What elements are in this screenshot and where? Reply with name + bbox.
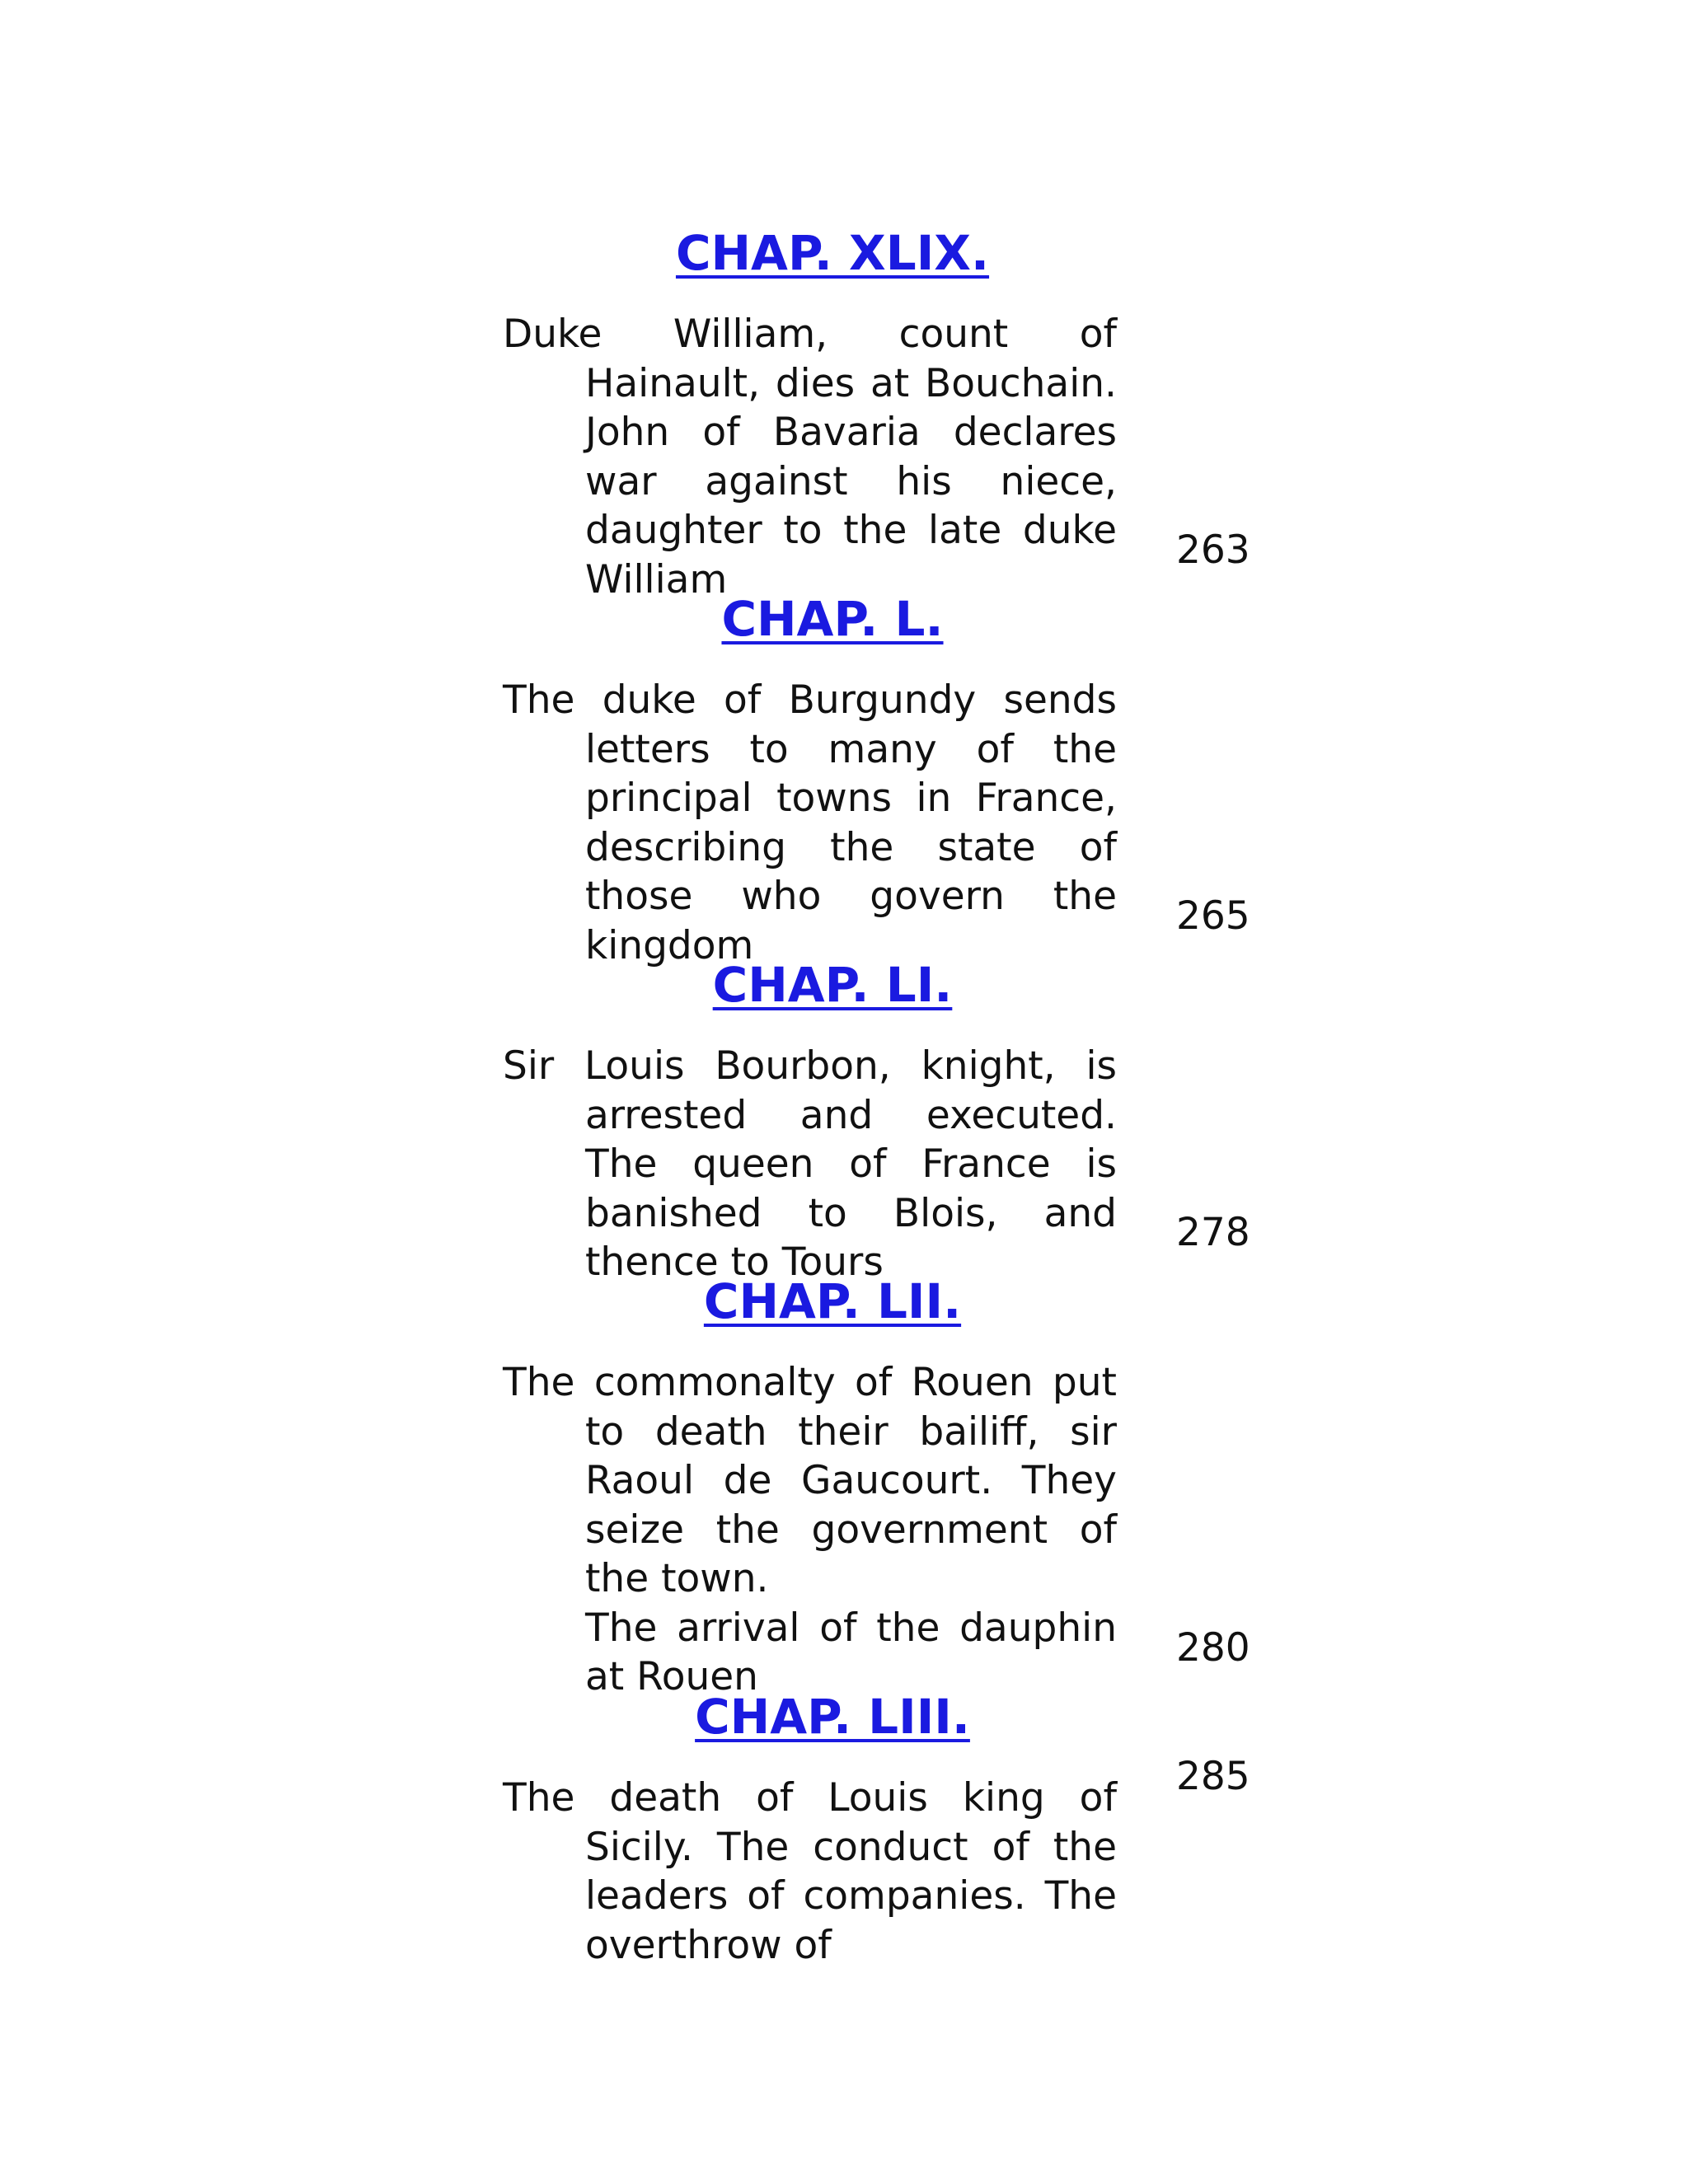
chapter-link-liii[interactable]: CHAP. LIII. (695, 1689, 970, 1745)
page-number-lii: 280 (1176, 1625, 1250, 1671)
chapter-link-li[interactable]: CHAP. LI. (712, 957, 953, 1013)
chapter-link-xlix[interactable]: CHAP. XLIX. (675, 225, 990, 281)
chapter-heading-liii (503, 1688, 1162, 1746)
chapter-heading-l (503, 590, 1162, 648)
page-number-liii: 285 (1176, 1754, 1250, 1799)
chapter-summary-lii (503, 1358, 1117, 1702)
chapter-heading-li (503, 956, 1162, 1014)
page-number-li: 278 (1176, 1210, 1250, 1255)
chapter-summary-lii-line-1: The commonalty of Rouen put to death their bailiff, sir Raoul de Gaucourt. They seize the government of the town. (503, 1360, 1117, 1601)
chapter-summary-li: Sir Louis Bourbon, knight, is arrested and executed. The queen of France is banished to Blois, and thence to Tours (503, 1043, 1117, 1285)
page-number-l: 265 (1176, 893, 1250, 939)
chapter-heading-lii (503, 1272, 1162, 1330)
chapter-summary-liii: The death of Louis king of Sicily. The conduct of the leaders of companies. The overthrow of (503, 1775, 1117, 1968)
chapter-summary-lii-line-2: The arrival of the dauphin at Rouen (585, 1605, 1117, 1699)
chapter-summary-l: The duke of Burgundy sends letters to many of the principal towns in France, describing the state of those who govern the kingdom (503, 677, 1117, 968)
page-number-xlix: 263 (1176, 527, 1250, 573)
chapter-link-lii[interactable]: CHAP. LII. (703, 1273, 962, 1329)
chapter-heading-xlix (503, 224, 1162, 282)
chapter-link-l[interactable]: CHAP. L. (721, 591, 944, 647)
chapter-summary-xlix: Duke William, count of Hainault, dies at Bouchain. John of Bavaria declares war against his niece, daughter to the late duke William (503, 312, 1117, 602)
